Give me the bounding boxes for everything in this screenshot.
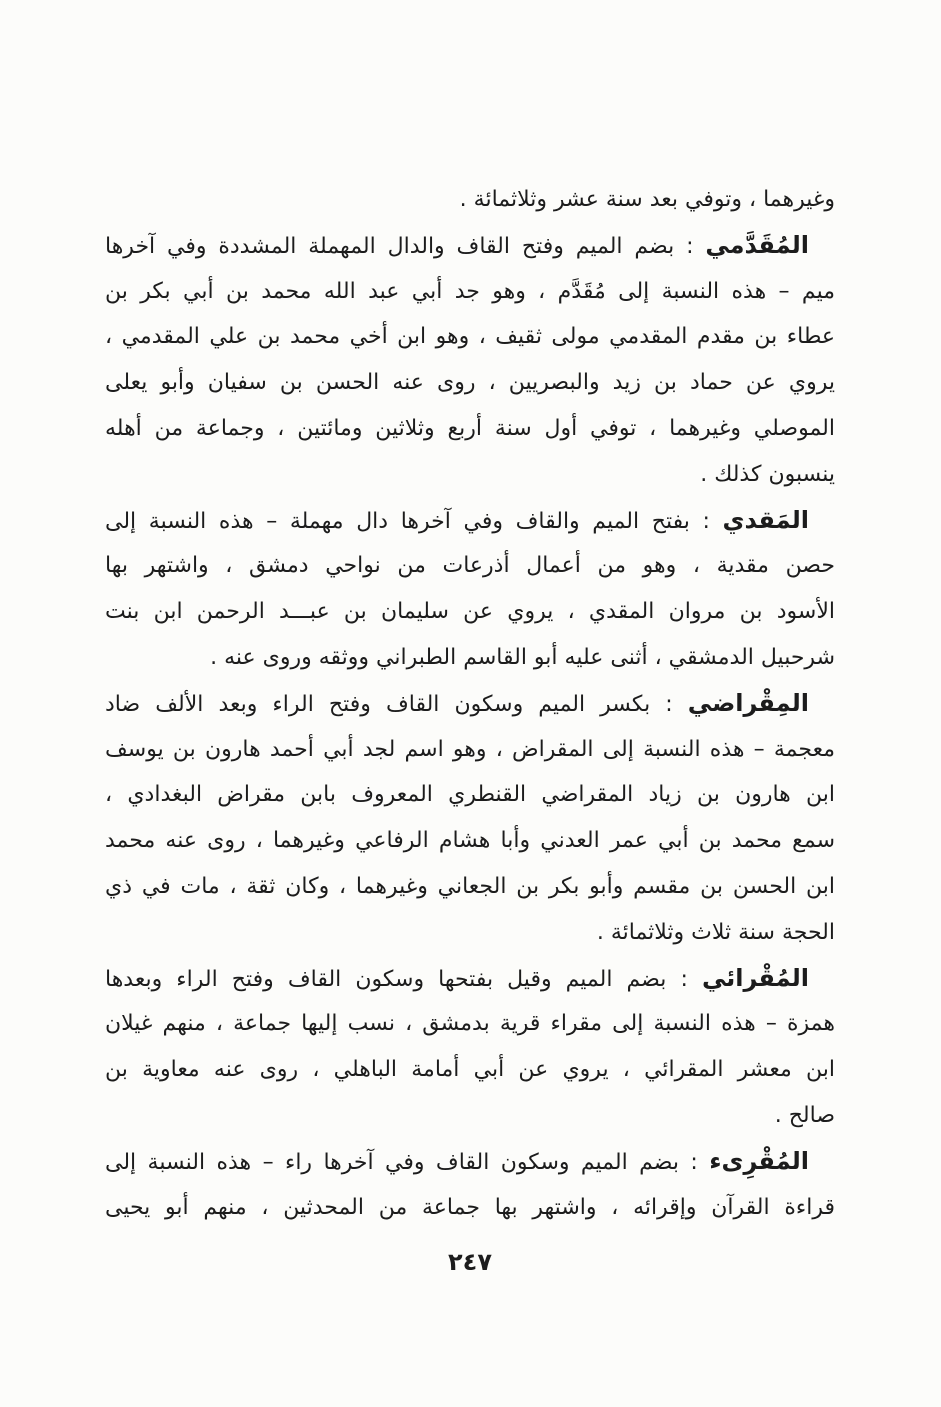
- text-line: قراءة القرآن وإقرائه ، واشتهر بها جماعة من المحدثين ، منهم أبو يحيى: [105, 1194, 835, 1220]
- line-text: : بضم الميم وفتح القاف والدال المهملة المشددة وفي آخرها: [105, 233, 694, 259]
- text-line: ابن الحسن بن مقسم وأبو بكر بن الجعاني وغيرهما ، وكان ثقة ، مات في ذي: [105, 873, 835, 899]
- entry-al-muqaddami: [105, 223, 835, 498]
- entry-heading: المُقْرائي: [701, 963, 809, 992]
- text-line: الأسود بن مروان المقدي ، يروي عن سليمان بن عبـــد الرحمن ابن بنت: [105, 599, 835, 625]
- text-line: شرحبيل الدمشقي ، أثنى عليه أبو القاسم الطبراني ووثقه وروى عنه .: [210, 644, 835, 670]
- text-line: [105, 956, 835, 1002]
- text-line: صالح .: [774, 1102, 835, 1128]
- entry-al-maqdi: [105, 498, 835, 681]
- entry-heading: المَقدي: [722, 505, 809, 534]
- entry-al-muqri: [105, 1139, 835, 1231]
- line-text: : بضم الميم وسكون القاف وفي آخرها راء – هذه النسبة إلى: [105, 1149, 698, 1175]
- text-line: [105, 498, 835, 544]
- page-number: ٢٤٧: [448, 1248, 492, 1276]
- text-line: [105, 1139, 835, 1185]
- text-line: سمع محمد بن أبي عمر العدني وأبا هشام الرفاعي وغيرهما ، روى عنه محمد: [105, 828, 835, 854]
- text-line: وغيرهما ، وتوفي بعد سنة عشر وثلاثمائة .: [459, 187, 835, 212]
- line-text: : بكسر الميم وسكون القاف وفتح الراء وبعد الألف ضاد: [105, 691, 673, 717]
- entry-heading: المِقْراضي: [687, 688, 810, 717]
- line-text: : بضم الميم وقيل بفتحها وسكون القاف وفتح الراء وبعدها: [105, 966, 688, 992]
- text-line: ابن هارون بن زياد المقراضي القنطري المعروف بابن مقراض البغدادي ،: [105, 782, 835, 808]
- text-block: [105, 177, 835, 1230]
- text-line: حصن مقدية ، وهو من أعمال أذرعات من نواحي دمشق ، واشتهر بها: [105, 553, 835, 579]
- text-line: ينسبون كذلك .: [700, 461, 835, 487]
- text-line: الموصلي وغيرهما ، توفي أول سنة أربع وثلاثين ومائتين ، وجماعة من أهله: [105, 415, 835, 441]
- text-line: معجمة – هذه النسبة إلى المقراض ، وهو اسم لجد أبي أحمد هارون بن يوسف: [105, 736, 835, 762]
- entry-al-muqrai: [105, 956, 835, 1139]
- text-line: [105, 681, 835, 727]
- text-line: [105, 223, 835, 269]
- line-text: : بفتح الميم والقاف وفي آخرها دال مهملة – هذه النسبة إلى: [105, 508, 710, 534]
- continued-paragraph: [105, 177, 835, 223]
- text-line: عطاء بن مقدم المقدمي مولى ثقيف ، وهو ابن أخي محمد بن علي المقدمي ،: [105, 324, 835, 350]
- text-line: يروي عن حماد بن زيد والبصريين ، روى عنه الحسن بن سفيان وأبو يعلى: [105, 370, 835, 396]
- entry-al-miqradi: [105, 681, 835, 956]
- text-line: الحجة سنة ثلاث وثلاثمائة .: [596, 919, 835, 945]
- text-line: همزة – هذه النسبة إلى مقراء قرية بدمشق ، نسب إليها جماعة ، منهم غيلان: [105, 1011, 835, 1037]
- text-line: ابن معشر المقرائي ، يروي عن أبي أمامة الباهلي ، روى عنه معاوية بن: [105, 1057, 835, 1083]
- entry-heading: المُقَدَّمي: [705, 230, 809, 259]
- text-line: ميم – هذه النسبة إلى مُقَدَّم ، وهو جد أبي عبد الله محمد بن أبي بكر بن: [105, 278, 835, 304]
- entry-heading: المُقْرِىء: [709, 1146, 810, 1175]
